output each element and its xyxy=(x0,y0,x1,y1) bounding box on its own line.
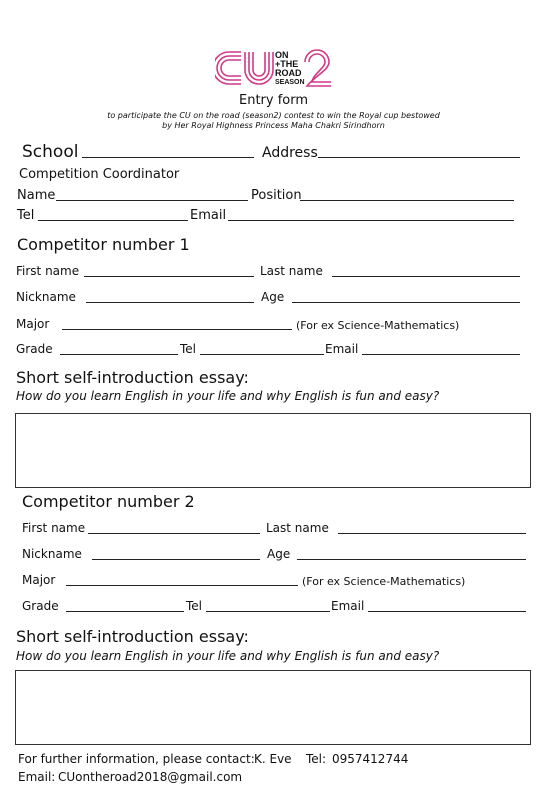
footer-contact-name: K. Eve xyxy=(254,752,292,766)
competitor-2-last-name-label: Last name xyxy=(266,521,329,535)
coordinator-name-label: Name xyxy=(17,188,56,203)
coordinator-tel-field[interactable] xyxy=(38,220,188,221)
coordinator-heading: Competition Coordinator xyxy=(19,167,180,182)
competitor-1-age-field[interactable] xyxy=(292,302,520,303)
logo-word-season: SEASON xyxy=(275,79,305,86)
competitor-2-first-name-field[interactable] xyxy=(88,533,260,534)
competitor-1-age-label: Age xyxy=(261,290,285,304)
competitor-1-last-name-field[interactable] xyxy=(332,276,520,277)
competitor-2-age-field[interactable] xyxy=(297,559,526,560)
logo-word-on: ON xyxy=(275,50,289,60)
school-field[interactable] xyxy=(82,157,254,158)
competitor-2-email-field[interactable] xyxy=(368,611,526,612)
competitor-1-essay-box[interactable] xyxy=(15,413,531,488)
competitor-2-grade-label: Grade xyxy=(22,599,59,613)
competitor-2-tel-label: Tel xyxy=(186,599,203,613)
competitor-1-first-name-label: First name xyxy=(16,264,80,278)
footer-tel-value: 0957412744 xyxy=(332,752,409,766)
coordinator-email-field[interactable] xyxy=(228,220,514,221)
competitor-1-email-label: Email xyxy=(325,342,359,356)
competitor-1-nickname-label: Nickname xyxy=(16,290,76,304)
competitor-1-nickname-field[interactable] xyxy=(86,302,254,303)
coordinator-name-field[interactable] xyxy=(56,200,248,201)
footer-email-label: Email: xyxy=(18,770,56,784)
competitor-1-tel-label: Tel xyxy=(180,342,197,356)
header-subtitle-line1: to participate the CU on the road (season2) contest to win the Royal cup bestowed xyxy=(107,111,440,120)
logo-word-the: +THE xyxy=(275,59,299,69)
competitor-1-major-field[interactable] xyxy=(62,329,292,330)
footer-tel-label: Tel: xyxy=(306,752,327,766)
competitor-2-email-label: Email xyxy=(331,599,365,613)
address-label: Address xyxy=(262,145,318,161)
form-title: Entry form xyxy=(238,93,309,108)
competitor-2-essay-box[interactable] xyxy=(15,670,531,745)
competitor-2-age-label: Age xyxy=(267,547,291,561)
competitor-2-major-hint: (For ex Science-Mathematics) xyxy=(302,575,466,588)
logo-word-road: ROAD xyxy=(275,68,302,78)
coordinator-position-label: Position xyxy=(251,188,302,203)
competitor-2-nickname-label: Nickname xyxy=(22,547,82,561)
competitor-2-last-name-field[interactable] xyxy=(338,533,526,534)
competitor-2-tel-field[interactable] xyxy=(206,611,330,612)
school-label: School xyxy=(22,142,79,162)
competitor-1-essay-question: How do you learn English in your life and why English is fun and easy? xyxy=(16,389,440,403)
logo-graphic xyxy=(215,44,337,92)
footer-email-value[interactable]: CUontheroad2018@gmail.com xyxy=(58,770,243,784)
competitor-2-grade-field[interactable] xyxy=(66,611,184,612)
competitor-2-essay-question: How do you learn English in your life and why English is fun and easy? xyxy=(16,649,440,663)
coordinator-position-field[interactable] xyxy=(300,200,514,201)
competitor-2-major-label: Major xyxy=(22,573,56,587)
competitor-1-last-name-label: Last name xyxy=(260,264,323,278)
competitor-1-grade-field[interactable] xyxy=(60,354,178,355)
competitor-1-grade-label: Grade xyxy=(16,342,53,356)
competitor-1-first-name-field[interactable] xyxy=(84,276,254,277)
coordinator-tel-label: Tel xyxy=(17,208,35,223)
competitor-1-heading: Competitor number 1 xyxy=(17,235,190,254)
competitor-1-major-label: Major xyxy=(16,317,50,331)
competitor-2-essay-heading: Short self-introduction essay: xyxy=(16,627,249,646)
competitor-1-email-field[interactable] xyxy=(362,354,520,355)
cu-on-the-road-logo xyxy=(215,44,337,92)
competitor-1-tel-field[interactable] xyxy=(200,354,324,355)
address-field[interactable] xyxy=(318,157,520,158)
header-subtitle-line2: by Her Royal Highness Princess Maha Chakri Sirindhorn xyxy=(162,121,385,130)
competitor-2-first-name-label: First name xyxy=(22,521,86,535)
competitor-1-essay-heading: Short self-introduction essay: xyxy=(16,368,249,387)
competitor-1-major-hint: (For ex Science-Mathematics) xyxy=(296,319,460,332)
competitor-2-major-field[interactable] xyxy=(66,585,298,586)
competitor-2-heading: Competitor number 2 xyxy=(22,492,195,511)
coordinator-email-label: Email xyxy=(190,208,227,223)
competitor-2-nickname-field[interactable] xyxy=(92,559,260,560)
footer-info-label: For further information, please contact: xyxy=(18,752,255,766)
